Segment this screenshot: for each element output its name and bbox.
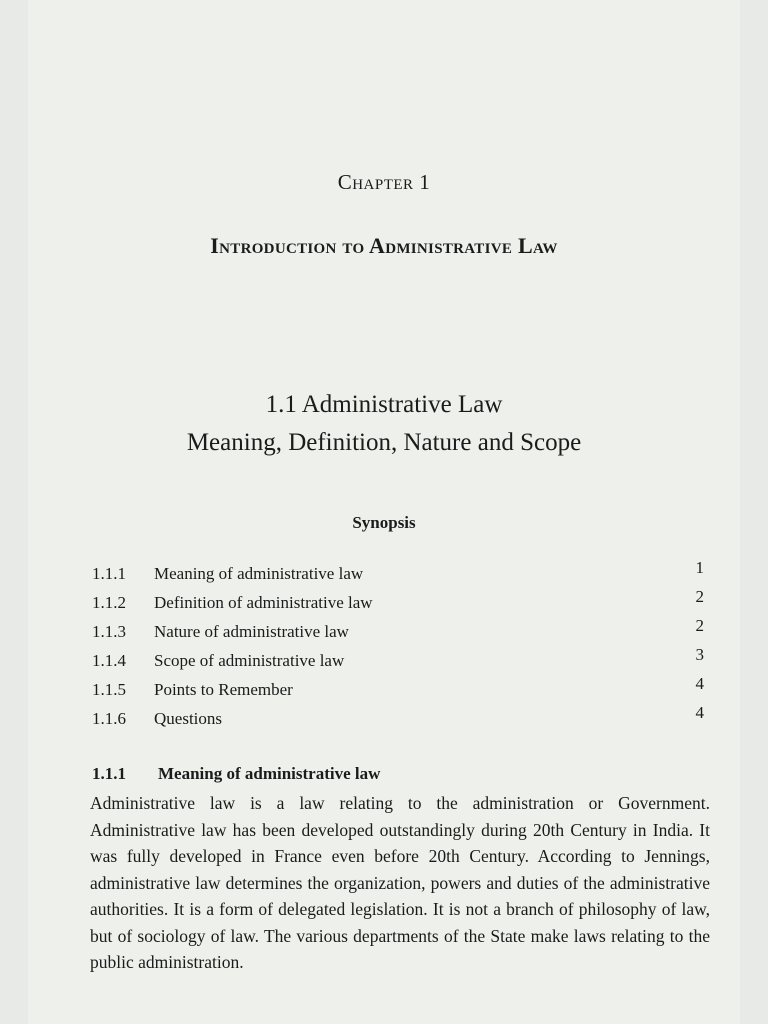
synopsis-item-page: 2 (695, 616, 704, 635)
synopsis-item-number: 1.1.4 (92, 651, 126, 670)
synopsis-item-label: Points to Remember (154, 680, 293, 699)
section-heading-line-1: 1.1 Administrative Law (265, 391, 503, 418)
synopsis-item-number: 1.1.3 (92, 622, 126, 641)
synopsis-item-page: 1 (695, 558, 704, 577)
synopsis-item (92, 588, 704, 617)
body-paragraph: Administrative law is a law relating to the administration or Government. Administrative law has been developed outstandingly during 20th Century in India. It was fully developed in France even before 20th Century. According to Jennings, administrative law determines the organization, powers and duties of the administrative authorities. It is a form of delegated legislation. It is not a branch of philosophy of law, but of sociology of law. The various departments of the State make laws relating to the public administration. (90, 793, 710, 972)
synopsis-item-number: 1.1.6 (92, 709, 126, 728)
synopsis-item-page: 4 (695, 703, 704, 722)
synopsis-item-label: Scope of administrative law (154, 651, 345, 670)
synopsis-item-page: 3 (695, 645, 704, 664)
synopsis-item-label: Questions (154, 709, 222, 728)
section-heading-line-2: Meaning, Definition, Nature and Scope (186, 429, 582, 456)
subsection-heading (92, 764, 380, 784)
chapter-title: Introduction to Administrative Law (210, 233, 558, 258)
synopsis-item-number: 1.1.1 (92, 564, 126, 583)
synopsis-item-label: Definition of administrative law (154, 593, 373, 612)
synopsis-item-page: 2 (695, 587, 704, 606)
synopsis-item (92, 559, 704, 588)
subsection-number: 1.1.1 (92, 764, 126, 783)
chapter-label: Chapter 1 (337, 170, 431, 194)
synopsis-item-page: 4 (695, 674, 704, 693)
synopsis-item (92, 646, 704, 675)
book-page (28, 0, 740, 1024)
synopsis-item (92, 704, 704, 733)
synopsis-item-number: 1.1.2 (92, 593, 126, 612)
synopsis-title: Synopsis (352, 513, 416, 532)
synopsis-item (92, 675, 704, 704)
section-heading (28, 386, 740, 462)
subsection-title: Meaning of administrative law (158, 764, 381, 783)
synopsis-item-label: Meaning of administrative law (154, 564, 364, 583)
body-text (90, 790, 710, 976)
synopsis-item-number: 1.1.5 (92, 680, 126, 699)
synopsis-item (92, 617, 704, 646)
synopsis-item-label: Nature of administrative law (154, 622, 349, 641)
synopsis-list (92, 559, 704, 733)
